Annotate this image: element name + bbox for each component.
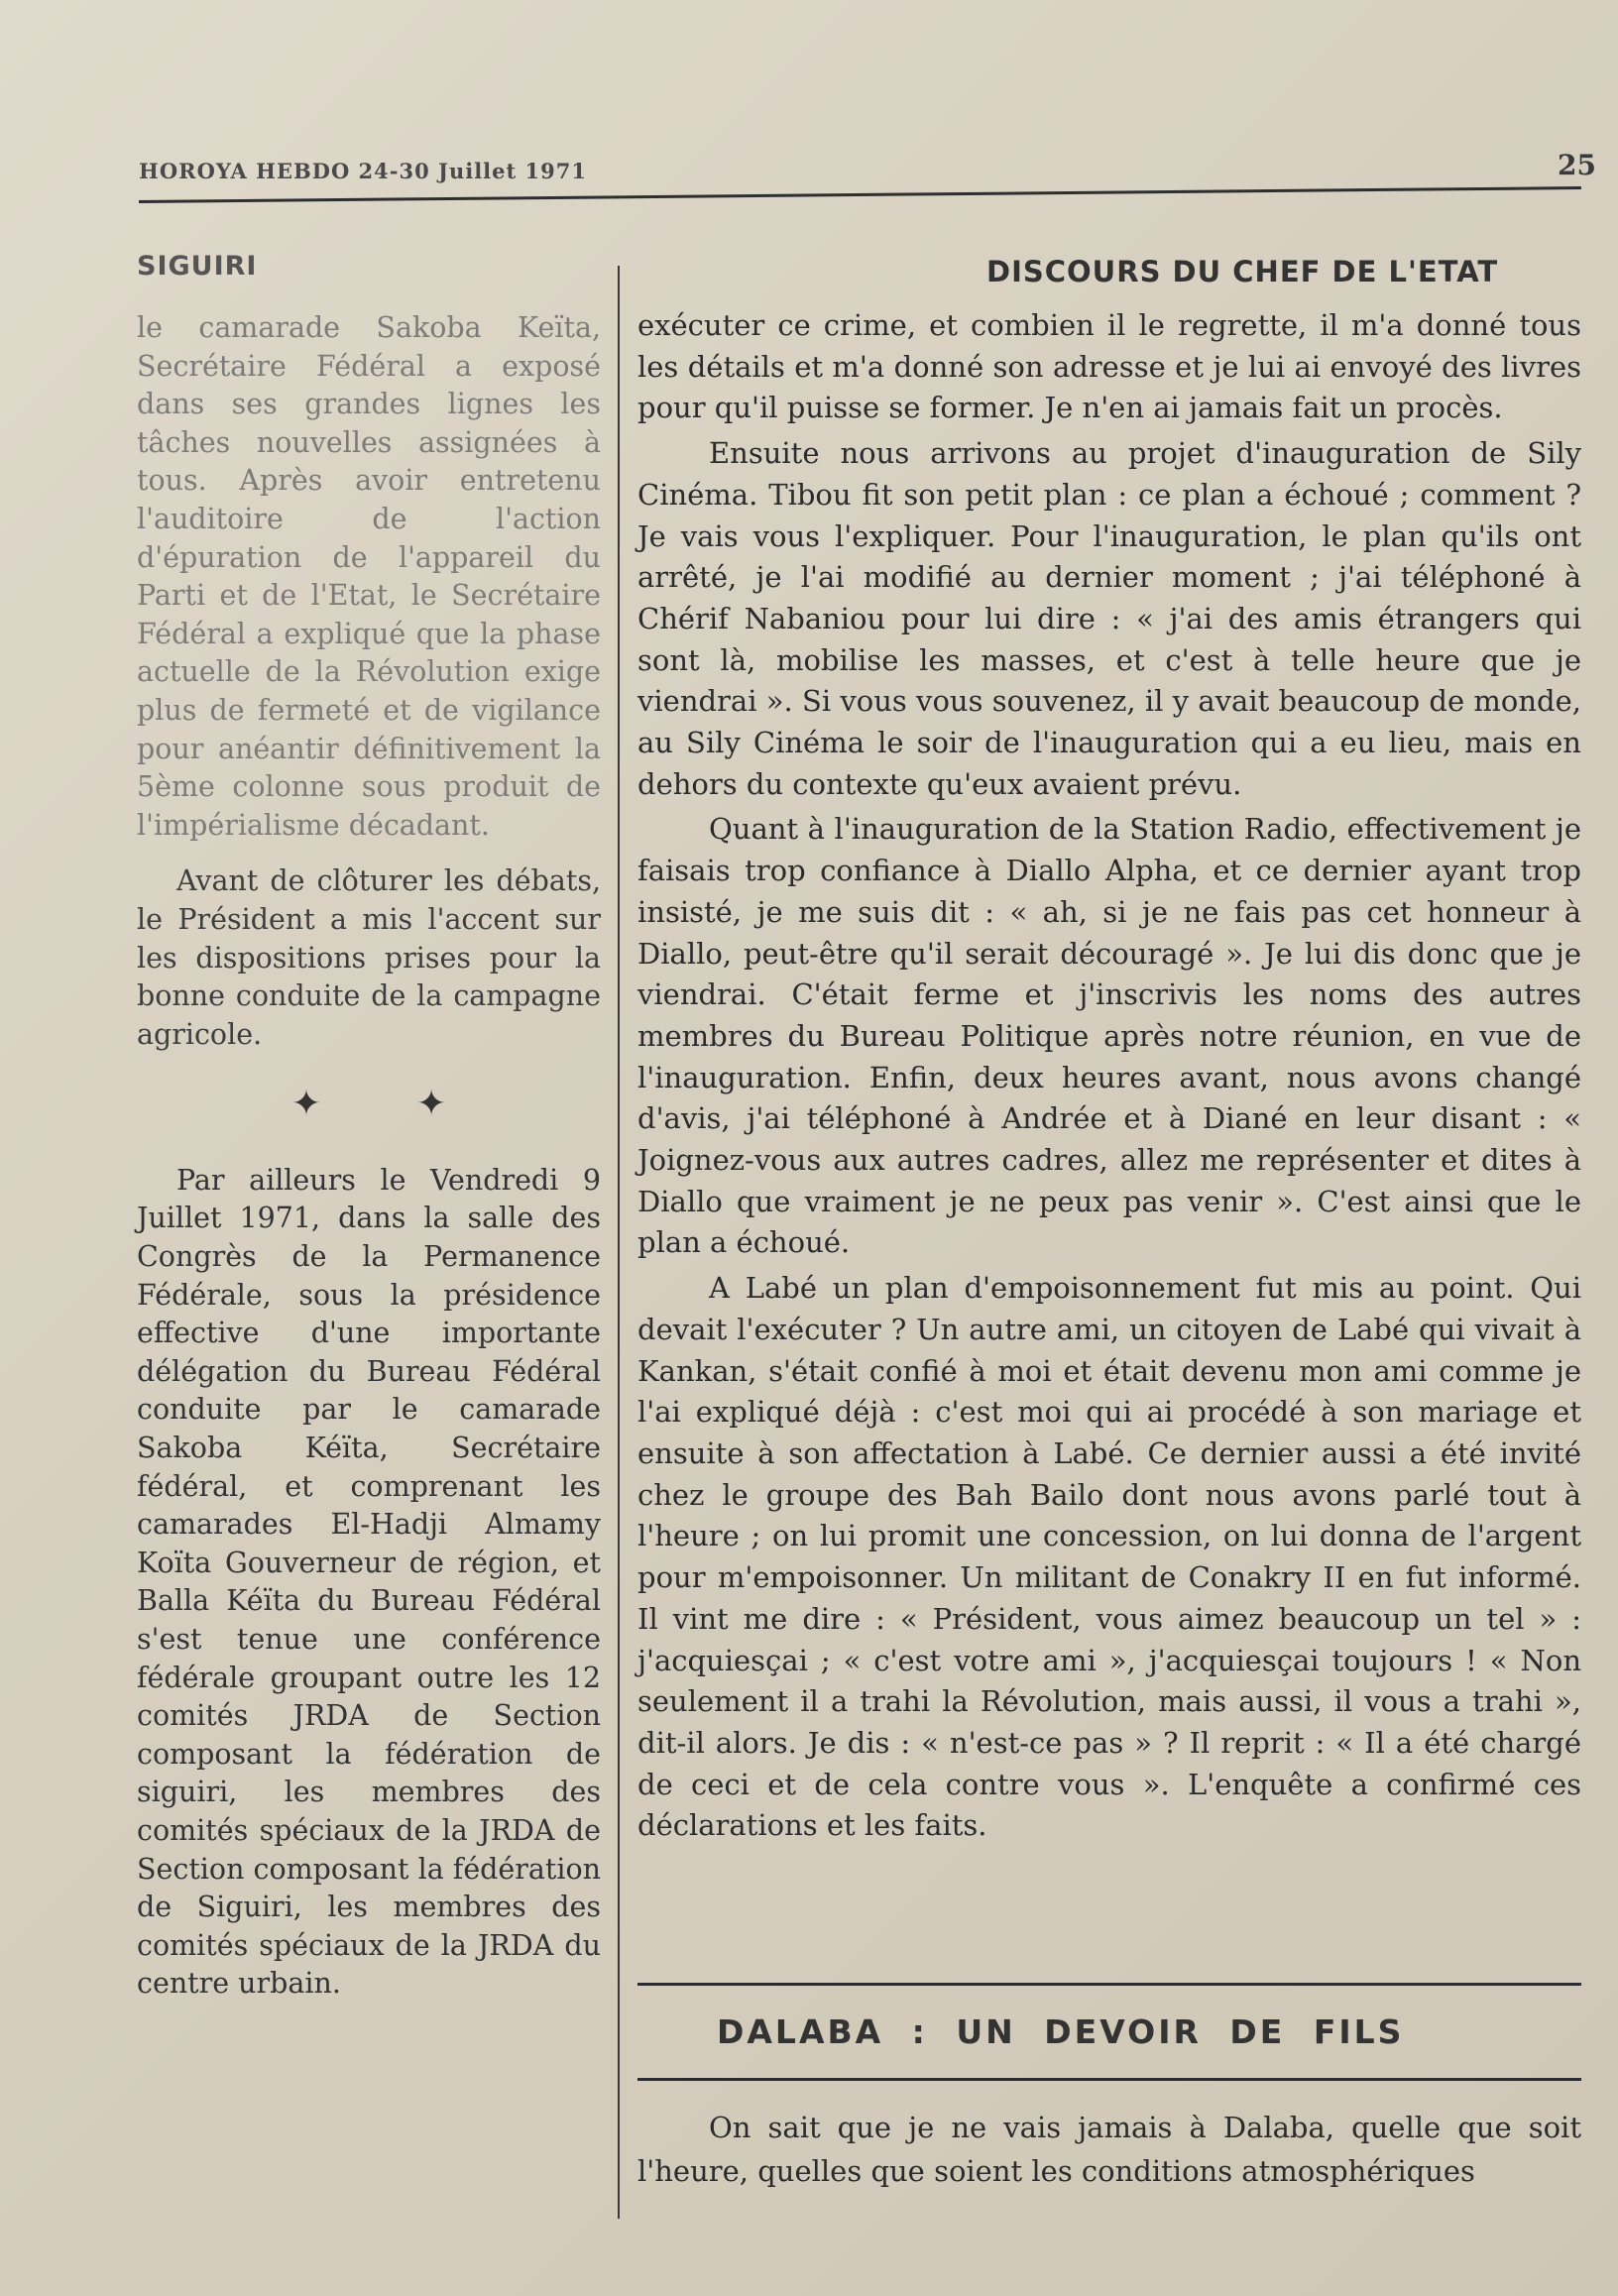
right-paragraph-1: exécuter ce crime, et combien il le regrette, il m'a donné tous les détails et m'a donné son adresse et je lui ai envoyé des livres pour qu'il puisse se former. Je n'en ai jamais fait un procès. [637, 308, 1581, 425]
left-column [137, 309, 601, 2004]
dalaba-rule-top [637, 1983, 1581, 1986]
page-number: 25 [1558, 149, 1596, 181]
star-icon: ✦ [416, 1084, 447, 1125]
left-paragraph-3: Par ailleurs le Vendredi 9 Juillet 1971, dans la salle des Congrès de la Permanence Fédérale, sous la présidence effective d'une importante délégation du Bureau Fédéral conduite par le camarade Sakoba Kéïta, Secrétaire fédéral, et comprenant les camarades El-Hadji Almamy Koïta Gouverneur de région, et Balla Kéïta du Bureau Fédéral s'est tenue une conférence fédérale groupant outre les 12 comités JRDA de Section composant la fédération de siguiri, les membres des comités spéciaux de la JRDA de Section composant la fédération de Siguiri, les membres des comités spéciaux de la JRDA du centre urbain. [137, 1163, 601, 2001]
column-divider [618, 266, 620, 2219]
star-icon: ✦ [290, 1084, 321, 1125]
dalaba-paragraph: On sait que je ne vais jamais à Dalaba, quelle que soit l'heure, quelles que soient les conditions atmosphériques [637, 2111, 1581, 2188]
right-column [637, 305, 1581, 1847]
dalaba-title: DALABA : UN DEVOIR DE FILS [717, 2012, 1405, 2051]
dalaba-rule-bottom [637, 2078, 1581, 2081]
left-paragraph-1: le camarade Sakoba Keïta, Secrétaire Fédéral a exposé dans ses grandes lignes les tâches nouvelles assignées à tous. Après avoir entretenu l'auditoire de l'action d'épuration de l'appareil du Parti et de l'Etat, le Secrétaire Fédéral a expliqué que la phase actuelle de la Révolution exige plus de fermeté et de vigilance pour anéantir définitivement la 5ème colonne sous produit de l'impérialisme décadant. [137, 311, 601, 842]
right-paragraph-3: Quant à l'inauguration de la Station Radio, effectivement je faisais trop confiance à Diallo Alpha, et ce dernier ayant trop insisté, je me suis dit : « ah, si je ne fais pas cet honneur à Diallo, peut-être qu'il serait découragé ». Je lui dis donc que je viendrai. C'était ferme et j'inscrivis les noms des autres membres du Bureau Politique après notre réunion, en vue de l'inauguration. Enfin, deux heures avant, nous avons changé d'avis, j'ai téléphoné à Andrée et à Diané en leur disant : « Joignez-vous aux autres cadres, allez me représenter et dites à Diallo que vraiment je ne peux pas venir ». C'est ainsi que le plan a échoué. [637, 812, 1581, 1260]
right-paragraph-4: A Labé un plan d'empoisonnement fut mis au point. Qui devait l'exécuter ? Un autre ami, un citoyen de Labé qui vivait à Kankan, s'était confié à moi et était devenu mon ami comme je l'ai expliqué déjà : c'est moi qui ai procédé à son mariage et ensuite à son affectation à Labé. Ce dernier aussi a été invité chez le groupe des Bah Bailo dont nous avons parlé tout à l'heure ; on lui promit une concession, on lui donna de l'argent pour m'empoisonner. Un militant de Conakry II en fut informé. Il vint me dire : « Président, vous aimez beaucoup un tel » : j'acquiesçai ; « c'est votre ami », j'acquiesçai toujours ! « Non seulement il a trahi la Révolution, mais aussi, il vous a trahi », dit-il alors. Je dis : « n'est-ce pas » ? Il reprit : « Il a été chargé de ceci et de cela contre vous ». L'enquête a confirmé ces déclarations et les faits. [637, 1271, 1581, 1843]
running-head: HOROYA HEBDO 24-30 Juillet 1971 [139, 159, 587, 183]
section-label-left: SIGUIRI [137, 251, 258, 282]
header-rule [139, 186, 1581, 203]
right-paragraph-2: Ensuite nous arrivons au projet d'inauguration de Sily Cinéma. Tibou fit son petit plan : ce plan a échoué ; comment ? Je vais vous l'expliquer. Pour l'inauguration, le plan qu'ils ont arrêté, je l'ai modifié au dernier moment ; j'ai téléphoné à Chérif Nabaniou pour lui dire : « j'ai des amis étrangers qui sont là, mobilise les masses, et c'est à telle heure que je viendrai ». Si vous vous souvenez, il y avait beaucoup de monde, au Sily Cinéma le soir de l'inauguration qui a eu lieu, mais en dehors du contexte qu'eux avaient prévu. [637, 436, 1581, 801]
star-separator [137, 1086, 601, 1124]
dalaba-body [637, 2106, 1581, 2193]
left-paragraph-2: Avant de clôturer les débats, le Président a mis l'accent sur les dispositions prises pour la bonne conduite de la campagne agricole. [137, 864, 601, 1051]
section-label-right: DISCOURS DU CHEF DE L'ETAT [986, 255, 1499, 288]
